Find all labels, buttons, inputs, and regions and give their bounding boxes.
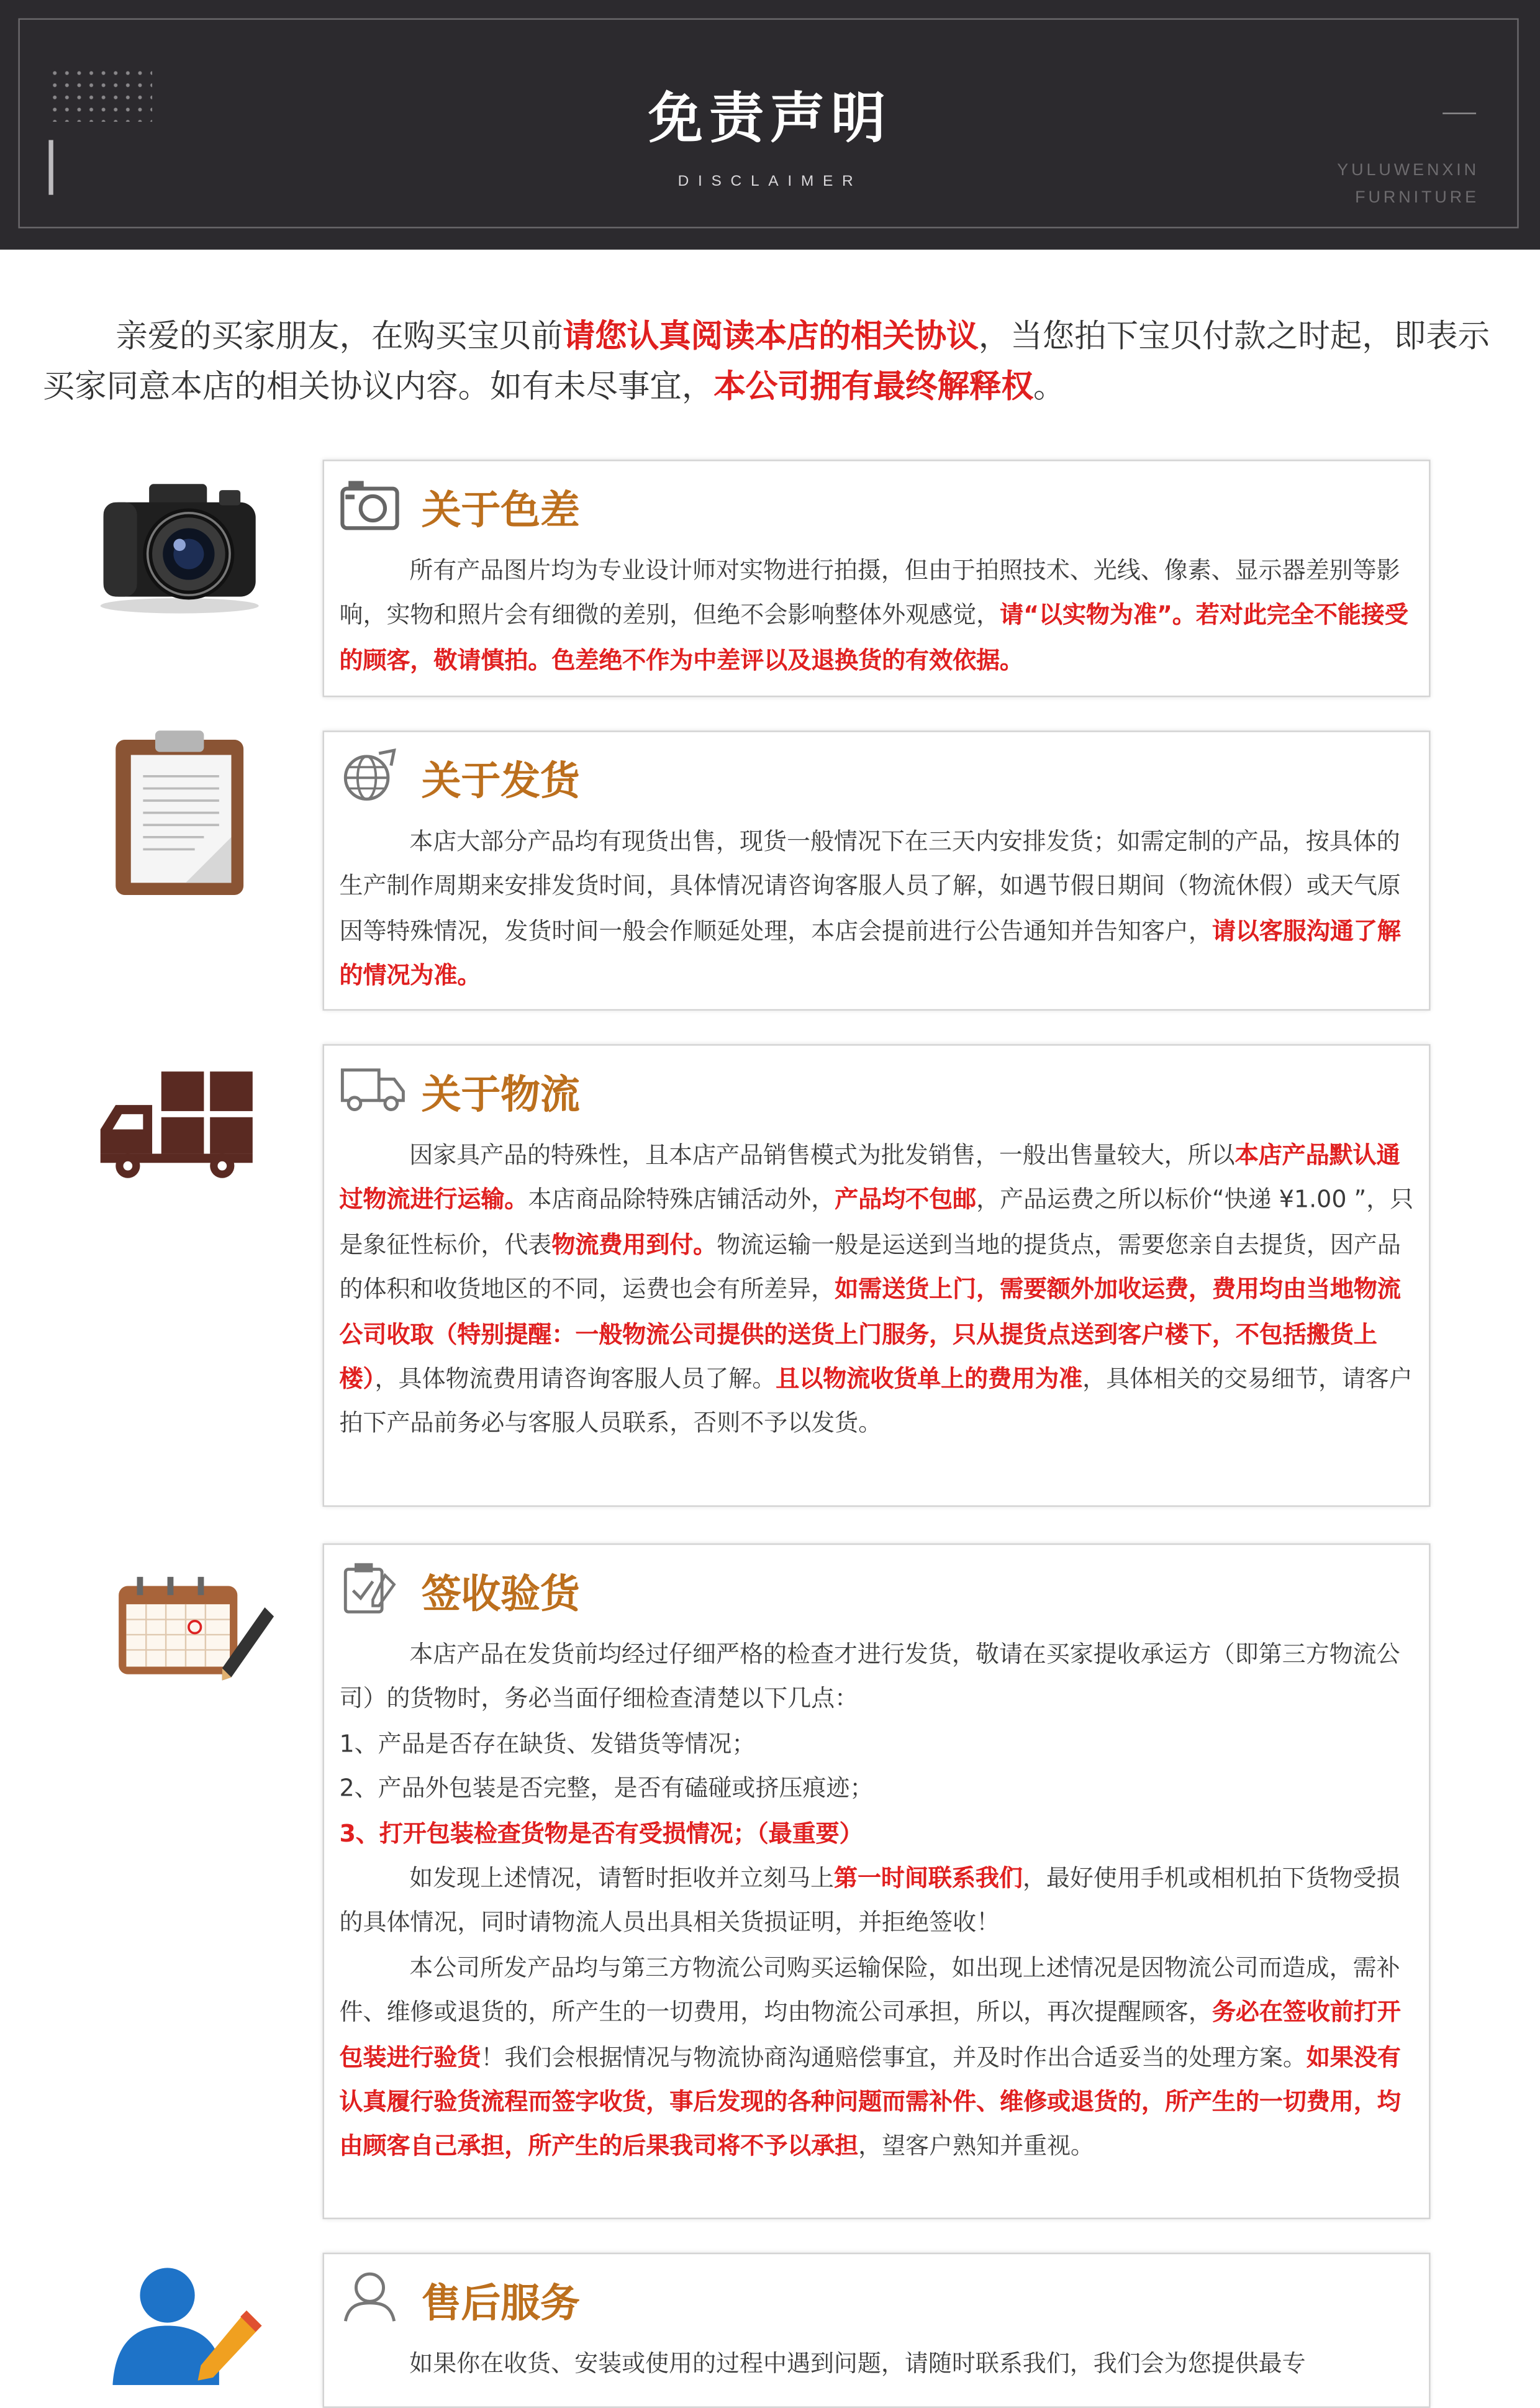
body-text: 所有产品图片均为专业设计师对实物进行拍摄，但由于拍照技术、光线、像素、显示器差别等影响，实物和照片会有细微的差别，但绝不会影响整体外观感觉， — [339, 557, 1400, 630]
body-highlight: 物流费用到付。 — [551, 1231, 717, 1259]
body-text: ，具体物流费用请咨询客服人员了解。 — [374, 1365, 776, 1393]
section-title: 关于物流 — [421, 1073, 580, 1119]
truck-icon — [94, 1068, 259, 1181]
section-title: 签收验货 — [421, 1572, 580, 1618]
intro-text-3: 。 — [1033, 368, 1066, 405]
header-banner — [0, 0, 1540, 250]
section-after-sales — [323, 2253, 1431, 2408]
body-text: ！我们会根据情况与物流协商沟通赔偿事宜，并及时作出合适妥当的处理方案。 — [481, 2043, 1307, 2071]
body-text: 本店大部分产品均有现货出售，现货一般情况下在三天内安排发货；如需定制的产品，按具体的生产制作周期来安排发货时间，具体情况请咨询客服人员了解，如遇节假日期间（物流休假）或天气原因等特殊情况，发货时间一般会作顺延处理，本店会提前进行公告通知并告知客户， — [339, 828, 1401, 945]
brand-mark — [1337, 157, 1479, 211]
section-body — [339, 1633, 1416, 2170]
intro-highlight-1: 请您认真阅读本店的相关协议 — [563, 318, 979, 355]
section-inspection — [323, 1543, 1431, 2219]
calendar-pen-icon — [112, 1571, 277, 1689]
section-body — [339, 550, 1416, 684]
section-logistics — [323, 1044, 1431, 1507]
body-text: ，望客户熟知并重视。 — [858, 2133, 1095, 2161]
section-title: 关于发货 — [421, 759, 580, 806]
section-color-difference — [323, 460, 1431, 697]
user-pen-icon — [112, 2265, 265, 2385]
globe-icon — [339, 747, 400, 802]
intro-text-2: ，当您拍下宝贝付款之时起，即表示买家同意本店的相关协议内容。如有未尽事宜， — [42, 318, 1490, 405]
body-highlight: 第一时间联系我们 — [833, 1865, 1023, 1892]
intro-text-1: 亲爱的买家朋友，在购买宝贝前 — [116, 318, 563, 355]
section-title: 售后服务 — [421, 2281, 580, 2327]
page-title: 免责声明 — [648, 88, 892, 151]
camera-outline-icon — [339, 476, 400, 531]
section-body — [339, 2342, 1416, 2387]
clipboard-icon — [109, 727, 249, 897]
body-highlight: 且以物流收货单上的费用为准 — [776, 1365, 1083, 1393]
body-text: 本店产品在发货前均经过仔细严格的检查才进行发货，敬请在买家提收承运方（即第三方物流公司）的货物时，务必当面仔细检查清楚以下几点： — [339, 1640, 1400, 1713]
body-text: ，产品运费之所以标价“快递 ¥1.00 ”，只是象征性标价，代表 — [339, 1186, 1414, 1259]
body-text: ，最好使用手机或相机拍下货物受损的具体情况，同时请物流人员出具相关货损证明，并拒绝签收！ — [339, 1865, 1400, 1937]
section-body — [339, 1134, 1416, 1447]
body-text: 本公司所发产品均与第三方物流公司购买运输保险，如出现上述情况是因物流公司而造成，需补件、维修或退货的，所产生的一切费用，均由物流公司承担，所以，再次提醒顾客， — [339, 1954, 1400, 2027]
body-highlight: 本店产品默认通过物流进行运输。 — [339, 1141, 1400, 1214]
body-highlight: 请以客服沟通了解的情况为准。 — [339, 917, 1401, 990]
checklist-item-1: 1、产品是否存在缺货、发错货等情况； — [339, 1730, 756, 1758]
section-title: 关于色差 — [421, 488, 580, 535]
intro-paragraph — [43, 312, 1504, 412]
section-shipping — [323, 730, 1431, 1011]
user-outline-icon — [339, 2269, 400, 2324]
body-text: ，具体相关的交易细节，请客户拍下产品前务必与客服人员联系，否则不予以发货。 — [339, 1365, 1413, 1438]
body-text: 如果你在收货、安装或使用的过程中遇到问题，请随时联系我们，我们会为您提供最专 — [409, 2350, 1306, 2378]
camera-icon — [91, 475, 268, 615]
brand-line-2: FURNITURE — [1355, 188, 1479, 207]
section-body — [339, 820, 1416, 999]
body-highlight: 务必在签收前打开包装进行验货 — [339, 1999, 1401, 2071]
body-highlight: 如果没有认真履行验货流程而签字收货，事后发现的各种问题而需补件、维修或退货的，所产生的一切费用，均由顾客自己承担，所产生的后果我司将不予以承担 — [339, 2043, 1401, 2161]
truck-outline-icon — [339, 1061, 400, 1115]
body-highlight: 请“以实物为准”。若对此完全不能接受的顾客，敬请慎拍。色差绝不作为中差评以及退换货的有效依据。 — [339, 601, 1408, 675]
checklist-item-3: 3、打开包装检查货物是否有受损情况；（最重要） — [339, 1819, 863, 1848]
dash-decoration — [1443, 112, 1476, 114]
body-highlight: 产品均不包邮 — [835, 1186, 977, 1214]
checklist-item-2: 2、产品外包装是否完整，是否有磕碰或挤压痕迹； — [339, 1774, 874, 1803]
body-text: 物流运输一般是运送到当地的提货点，需要您亲自去提货，因产品的体积和收货地区的不同，运费也会有所差异， — [339, 1231, 1401, 1304]
checklist-icon — [339, 1560, 400, 1615]
brand-line-1: YULUWENXIN — [1337, 161, 1479, 180]
intro-highlight-2: 本公司拥有最终解释权 — [713, 368, 1033, 405]
body-highlight: 如需送货上门，需要额外加收运费，费用均由当地物流公司收取（特别提醒：一般物流公司提供的送货上门服务，只从提货点送到客户楼下，不包括搬货上楼） — [339, 1276, 1401, 1393]
body-text: 因家具产品的特殊性，且本店产品销售模式为批发销售，一般出售量较大，所以 — [409, 1141, 1235, 1170]
page-subtitle: DISCLAIMER — [677, 173, 863, 191]
body-text: 本店商品除特殊店铺活动外， — [528, 1186, 835, 1214]
body-text: 如发现上述情况，请暂时拒收并立刻马上 — [409, 1865, 834, 1892]
